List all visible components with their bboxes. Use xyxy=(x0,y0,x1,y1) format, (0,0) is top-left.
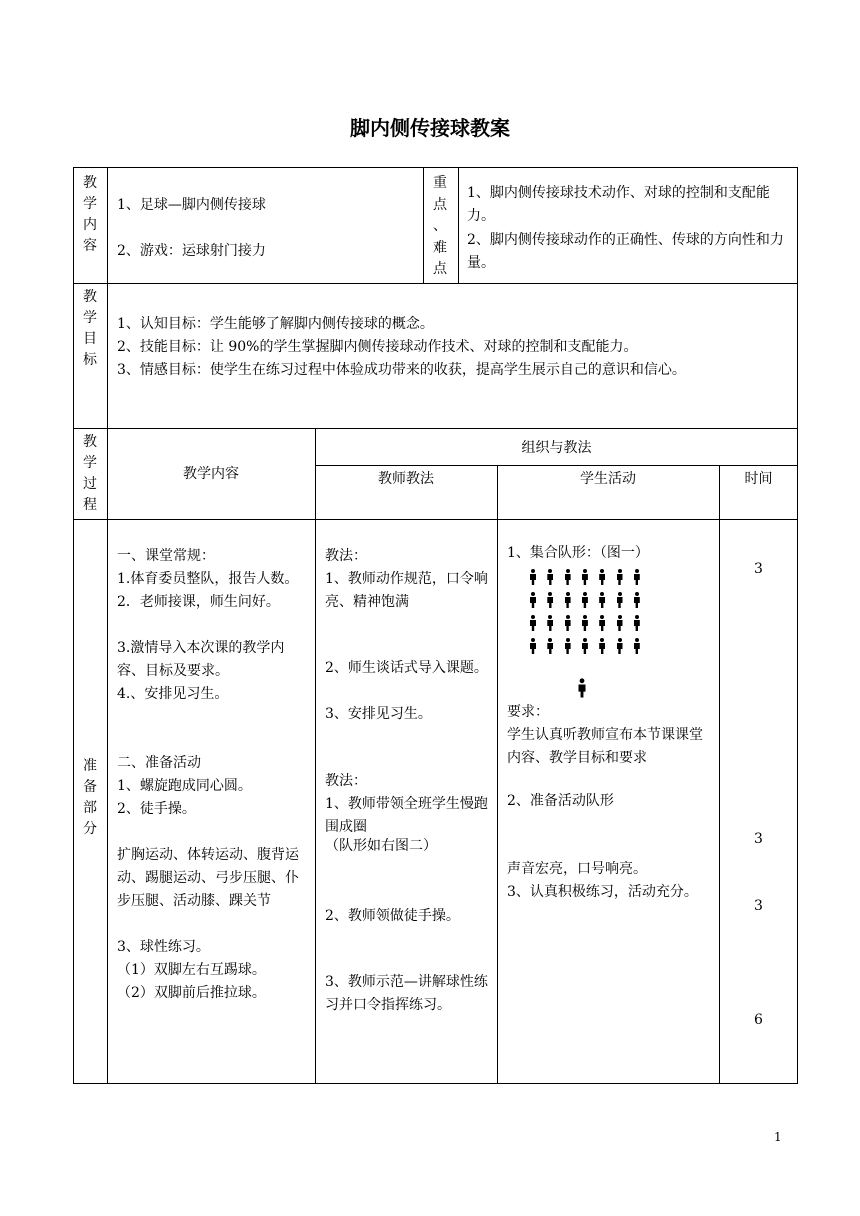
label-char: 标 xyxy=(83,352,97,368)
label-char: 准 xyxy=(83,758,97,774)
time-value: 6 xyxy=(754,1012,763,1028)
student-icon xyxy=(546,592,554,608)
label-char: 容 xyxy=(83,238,97,254)
student-icon xyxy=(564,592,572,608)
prep-content-line: 1.体育委员整队，报告人数。 xyxy=(117,571,299,587)
student-icon xyxy=(564,569,572,585)
student-icon xyxy=(529,615,537,631)
time-value: 3 xyxy=(754,561,763,577)
key-point-2: 2、脚内侧传接球动作的正确性、传球的方向性和力量。 xyxy=(467,232,784,271)
label-char: 分 xyxy=(83,821,97,837)
page-number: 1 xyxy=(774,1130,782,1144)
teacher-line: 1、教师动作规范，口令响亮、精神饱满 xyxy=(325,571,488,610)
key-point-1: 1、脚内侧传接球技术动作、对球的控制和支配能力。 xyxy=(467,185,770,224)
teacher-icon xyxy=(577,678,587,697)
student-icon xyxy=(529,569,537,585)
student-icon xyxy=(529,638,537,654)
student-icon xyxy=(546,615,554,631)
prep-content-line: 4.、安排见习生。 xyxy=(117,686,229,702)
student-icon xyxy=(581,592,589,608)
label-char: 学 xyxy=(83,196,97,212)
student-icon xyxy=(616,615,624,631)
student-icon xyxy=(581,569,589,585)
prep-section-label xyxy=(78,756,102,840)
student-icon xyxy=(564,615,572,631)
student-line: 1、集合队形：（图一） xyxy=(507,545,649,561)
student-icon xyxy=(616,569,624,585)
label-char: 内 xyxy=(83,217,97,233)
teacher-line: 1、教师带领全班学生慢跑围成圈 xyxy=(325,796,488,835)
student-icon xyxy=(546,638,554,654)
content-item-1: 1、足球—脚内侧传接球 xyxy=(117,197,266,213)
label-char: 目 xyxy=(83,331,97,347)
label-char: 点 xyxy=(433,261,447,277)
student-icon xyxy=(598,592,606,608)
student-activity-header: 学生活动 xyxy=(580,471,636,487)
prep-content-line: 二、准备活动 xyxy=(117,755,201,771)
student-line: 要求： xyxy=(507,704,549,720)
student-icon xyxy=(546,569,554,585)
content-item-2: 2、游戏：运球射门接力 xyxy=(117,243,266,259)
student-icon xyxy=(633,592,641,608)
teacher-line: （队形如右图二） xyxy=(325,838,437,854)
prep-content-line: 3、球性练习。 xyxy=(117,939,210,955)
prep-content-line: 1、螺旋跑成同心圆。 xyxy=(117,778,252,794)
process-label xyxy=(78,432,102,516)
student-icon xyxy=(616,592,624,608)
key-points-label xyxy=(428,173,452,281)
prep-content-line: 2、徒手操。 xyxy=(117,801,196,817)
time-value: 3 xyxy=(754,831,763,847)
teacher-line: 3、教师示范—讲解球性练习并口令指挥练习。 xyxy=(325,974,488,1013)
label-char: 点 xyxy=(433,196,447,213)
student-icon xyxy=(598,569,606,585)
label-char: 学 xyxy=(83,455,97,471)
student-line: 声音宏亮，口号响亮。 xyxy=(507,861,647,877)
process-content-header: 教学内容 xyxy=(183,466,239,482)
student-icon xyxy=(598,638,606,654)
prep-content-line xyxy=(117,706,310,729)
prep-content-line: （1）双脚左右互踢球。 xyxy=(117,962,266,978)
student-icon xyxy=(529,592,537,608)
goal-3: 3、情感目标：使学生在练习过程中体验成功带来的收获，提高学生展示自己的意识和信心。 xyxy=(117,362,686,378)
time-header: 时间 xyxy=(744,471,773,487)
student-icon xyxy=(633,638,641,654)
label-char: 教 xyxy=(83,289,97,305)
teacher-line: 2、师生谈话式导入课题。 xyxy=(325,660,488,676)
prep-content-line: 一、课堂常规： xyxy=(117,548,215,564)
prep-content-line xyxy=(117,729,310,752)
student-icon xyxy=(581,638,589,654)
label-char: 过 xyxy=(83,476,97,492)
prep-content-line xyxy=(117,913,310,936)
label-char: 教 xyxy=(83,175,97,191)
time-value: 3 xyxy=(754,898,763,914)
content-row-label xyxy=(78,173,102,257)
student-icon xyxy=(598,615,606,631)
teacher-line: 教法： xyxy=(325,548,367,564)
prep-content-line: （2）双脚前后推拉球。 xyxy=(117,985,266,1001)
teacher-line: 2、教师领做徒手操。 xyxy=(325,908,460,924)
student-line: 3、认真积极练习，活动充分。 xyxy=(507,884,698,900)
teacher-method-header: 教师教法 xyxy=(378,471,434,487)
page-title: 脚内侧传接球教案 xyxy=(350,116,510,140)
label-char: 、 xyxy=(433,218,447,234)
label-char: 难 xyxy=(433,239,447,256)
prep-content-line xyxy=(117,614,310,637)
label-char: 重 xyxy=(433,175,447,191)
student-icon xyxy=(633,569,641,585)
label-char: 教 xyxy=(83,434,97,450)
teacher-line: 3、安排见习生。 xyxy=(325,706,432,722)
goal-2: 2、技能目标：让 90%的学生掌握脚内侧传接球动作技术、对球的控制和支配能力。 xyxy=(117,339,638,355)
student-icon xyxy=(564,638,572,654)
prep-content xyxy=(117,545,310,1005)
student-icon xyxy=(616,638,624,654)
goal-1: 1、认知目标：学生能够了解脚内侧传接球的概念。 xyxy=(117,316,434,332)
label-char: 备 xyxy=(83,779,97,795)
student-icon xyxy=(633,615,641,631)
label-char: 学 xyxy=(83,310,97,326)
goals-row-label xyxy=(78,287,102,371)
prep-content-line: 扩胸运动、体转运动、腹背运动、踢腿运动、弓步压腿、仆步压腿、活动膝、踝关节 xyxy=(117,847,299,909)
prep-content-line: 2．老师接课，师生问好。 xyxy=(117,594,280,610)
teacher-line: 教法： xyxy=(325,773,367,789)
label-char: 部 xyxy=(83,800,97,816)
student-icon xyxy=(581,615,589,631)
org-header: 组织与教法 xyxy=(521,440,592,456)
label-char: 程 xyxy=(83,497,97,513)
student-line: 2、准备活动队形 xyxy=(507,793,614,809)
prep-content-line xyxy=(117,821,310,844)
student-line: 学生认真听教师宣布本节课课堂内容、教学目标和要求 xyxy=(507,727,703,766)
prep-content-line: 3.激情导入本次课的教学内容、目标及要求。 xyxy=(117,640,285,679)
